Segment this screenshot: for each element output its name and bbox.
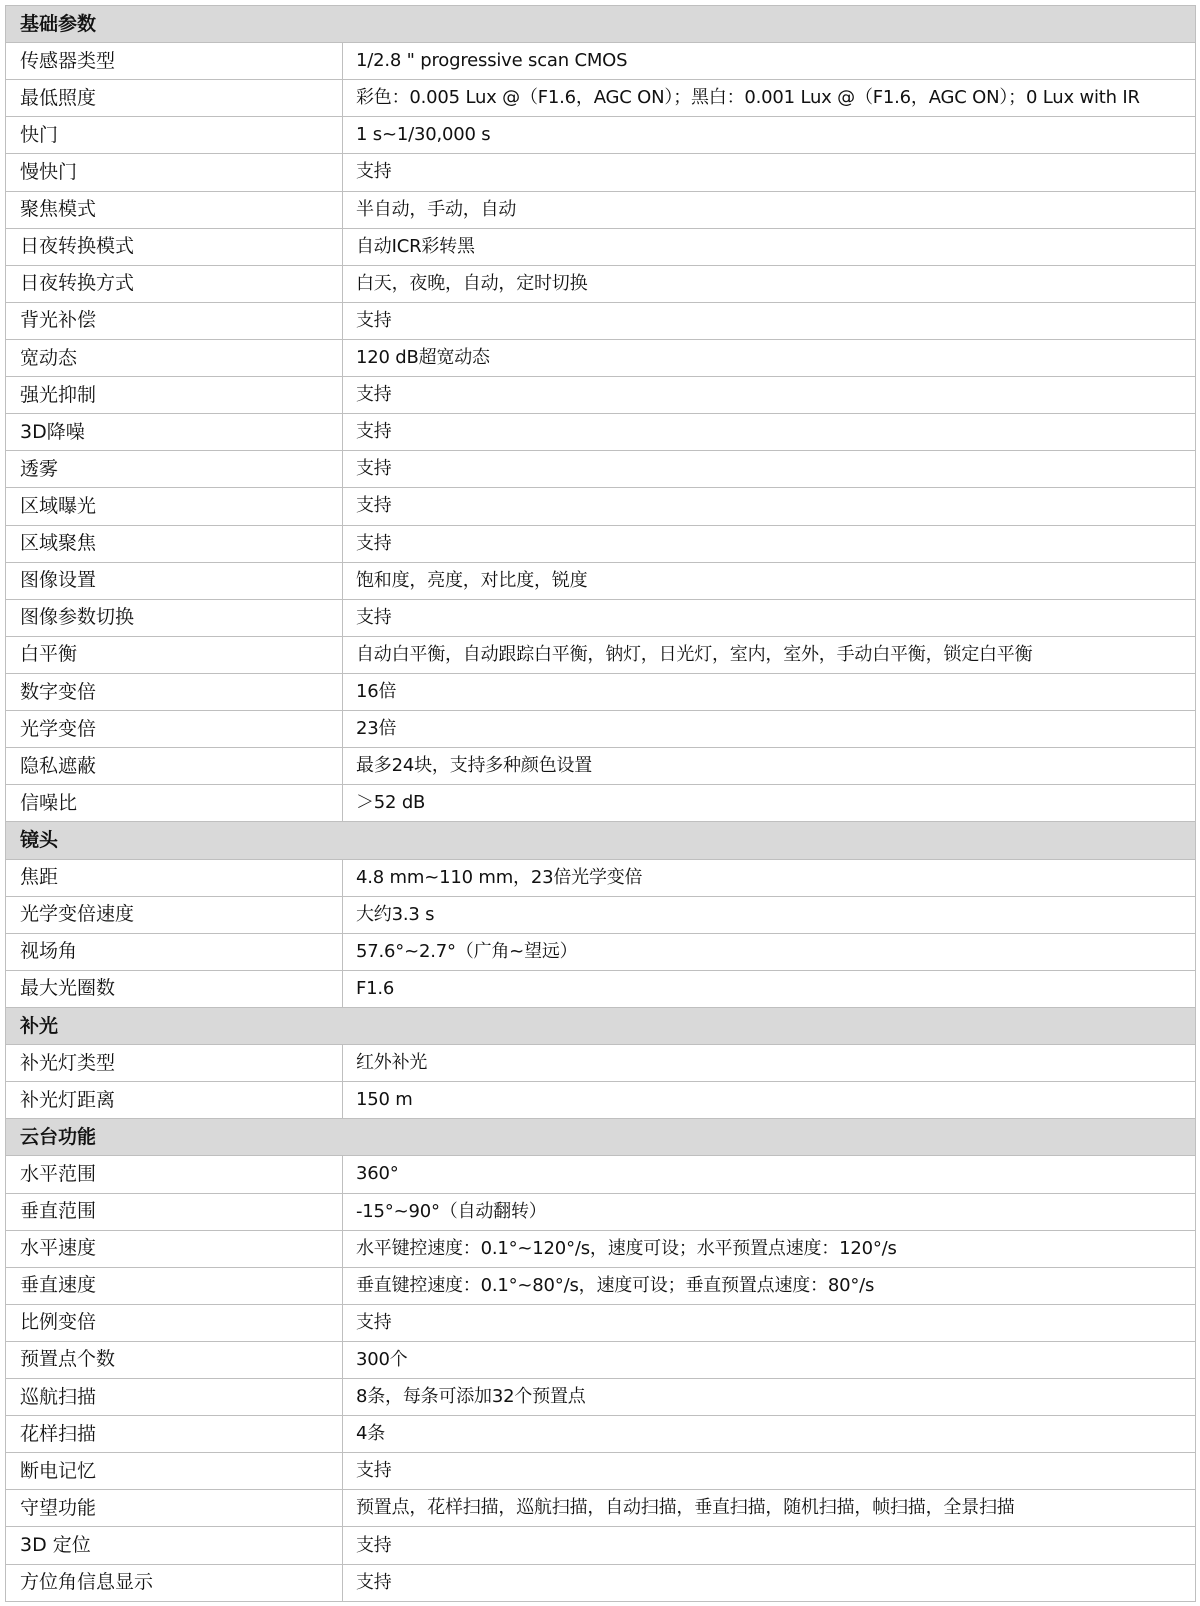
spec-label: 花样扫描 (6, 1416, 343, 1453)
spec-row (6, 525, 1196, 562)
spec-row (6, 1156, 1196, 1193)
spec-value: 自动ICR彩转黑 (343, 228, 1196, 265)
spec-label: 白平衡 (6, 636, 343, 673)
spec-value: 预置点，花样扫描，巡航扫描，自动扫描，垂直扫描，随机扫描，帧扫描，全景扫描 (343, 1490, 1196, 1527)
spec-row (6, 1564, 1196, 1601)
spec-value: 饱和度，亮度，对比度，锐度 (343, 562, 1196, 599)
spec-row (6, 1304, 1196, 1341)
spec-row (6, 748, 1196, 785)
spec-label: 透雾 (6, 451, 343, 488)
spec-row (6, 265, 1196, 302)
spec-value: 57.6°~2.7°（广角~望远） (343, 933, 1196, 970)
spec-row (6, 1379, 1196, 1416)
spec-row (6, 711, 1196, 748)
spec-value: 支持 (343, 377, 1196, 414)
spec-label: 快门 (6, 117, 343, 154)
spec-label: 预置点个数 (6, 1341, 343, 1378)
spec-value: 支持 (343, 599, 1196, 636)
section-header-row (6, 1119, 1196, 1156)
spec-row (6, 488, 1196, 525)
section-header-row (6, 822, 1196, 859)
spec-row (6, 1230, 1196, 1267)
spec-row (6, 599, 1196, 636)
spec-label: 垂直速度 (6, 1267, 343, 1304)
spec-row (6, 377, 1196, 414)
spec-row (6, 1045, 1196, 1082)
section-title: 基础参数 (6, 6, 1196, 43)
spec-label: 3D降噪 (6, 414, 343, 451)
spec-row (6, 896, 1196, 933)
spec-label: 数字变倍 (6, 673, 343, 710)
spec-value: 300个 (343, 1341, 1196, 1378)
spec-value: 支持 (343, 1527, 1196, 1564)
spec-label: 巡航扫描 (6, 1379, 343, 1416)
spec-label: 水平范围 (6, 1156, 343, 1193)
spec-label: 视场角 (6, 933, 343, 970)
spec-value: 彩色：0.005 Lux @（F1.6，AGC ON）；黑白：0.001 Lux @（F1.6，AGC ON）；0 Lux with IR (343, 80, 1196, 117)
spec-label: 断电记忆 (6, 1453, 343, 1490)
spec-value: 白天，夜晚，自动，定时切换 (343, 265, 1196, 302)
spec-value: 8条，每条可添加32个预置点 (343, 1379, 1196, 1416)
spec-label: 比例变倍 (6, 1304, 343, 1341)
spec-value: 红外补光 (343, 1045, 1196, 1082)
spec-row (6, 1416, 1196, 1453)
spec-value: 最多24块，支持多种颜色设置 (343, 748, 1196, 785)
spec-value: 支持 (343, 414, 1196, 451)
spec-value: 150 m (343, 1082, 1196, 1119)
spec-label: 图像参数切换 (6, 599, 343, 636)
spec-row (6, 1193, 1196, 1230)
spec-value: 支持 (343, 1304, 1196, 1341)
spec-row (6, 1453, 1196, 1490)
spec-label: 方位角信息显示 (6, 1564, 343, 1601)
spec-row (6, 191, 1196, 228)
spec-label: 隐私遮蔽 (6, 748, 343, 785)
spec-label: 光学变倍 (6, 711, 343, 748)
spec-row (6, 451, 1196, 488)
spec-label: 焦距 (6, 859, 343, 896)
spec-value: 半自动，手动，自动 (343, 191, 1196, 228)
spec-row (6, 1527, 1196, 1564)
spec-value: 支持 (343, 302, 1196, 339)
spec-label: 传感器类型 (6, 43, 343, 80)
spec-label: 垂直范围 (6, 1193, 343, 1230)
spec-row (6, 302, 1196, 339)
spec-value: ＞52 dB (343, 785, 1196, 822)
spec-label: 信噪比 (6, 785, 343, 822)
spec-row (6, 970, 1196, 1007)
spec-row (6, 414, 1196, 451)
spec-label: 3D 定位 (6, 1527, 343, 1564)
spec-label: 强光抑制 (6, 377, 343, 414)
spec-row (6, 562, 1196, 599)
spec-value: 支持 (343, 1453, 1196, 1490)
spec-row (6, 636, 1196, 673)
spec-value: 支持 (343, 154, 1196, 191)
spec-row (6, 673, 1196, 710)
spec-row (6, 1490, 1196, 1527)
spec-value: 大约3.3 s (343, 896, 1196, 933)
section-title: 云台功能 (6, 1119, 1196, 1156)
spec-row (6, 80, 1196, 117)
spec-value: 支持 (343, 451, 1196, 488)
section-header-row (6, 6, 1196, 43)
spec-row (6, 1341, 1196, 1378)
spec-table (5, 5, 1196, 1602)
spec-row (6, 1267, 1196, 1304)
spec-label: 补光灯类型 (6, 1045, 343, 1082)
spec-row (6, 785, 1196, 822)
spec-row (6, 154, 1196, 191)
spec-label: 最低照度 (6, 80, 343, 117)
spec-value: 16倍 (343, 673, 1196, 710)
spec-label: 图像设置 (6, 562, 343, 599)
spec-value: 360° (343, 1156, 1196, 1193)
spec-value: 自动白平衡，自动跟踪白平衡，钠灯，日光灯，室内，室外，手动白平衡，锁定白平衡 (343, 636, 1196, 673)
spec-value: 4条 (343, 1416, 1196, 1453)
spec-label: 宽动态 (6, 339, 343, 376)
spec-label: 聚焦模式 (6, 191, 343, 228)
spec-label: 补光灯距离 (6, 1082, 343, 1119)
spec-value: 支持 (343, 1564, 1196, 1601)
spec-value: F1.6 (343, 970, 1196, 1007)
spec-value: 支持 (343, 488, 1196, 525)
spec-label: 日夜转换方式 (6, 265, 343, 302)
spec-row (6, 339, 1196, 376)
spec-label: 光学变倍速度 (6, 896, 343, 933)
spec-label: 水平速度 (6, 1230, 343, 1267)
spec-value: 4.8 mm~110 mm，23倍光学变倍 (343, 859, 1196, 896)
spec-value: -15°~90°（自动翻转） (343, 1193, 1196, 1230)
spec-row (6, 933, 1196, 970)
spec-label: 慢快门 (6, 154, 343, 191)
spec-label: 背光补偿 (6, 302, 343, 339)
spec-value: 1/2.8 " progressive scan CMOS (343, 43, 1196, 80)
spec-row (6, 228, 1196, 265)
section-title: 镜头 (6, 822, 1196, 859)
spec-value: 120 dB超宽动态 (343, 339, 1196, 376)
spec-value: 垂直键控速度：0.1°~80°/s，速度可设；垂直预置点速度：80°/s (343, 1267, 1196, 1304)
spec-row (6, 43, 1196, 80)
spec-label: 日夜转换模式 (6, 228, 343, 265)
spec-value: 水平键控速度：0.1°~120°/s，速度可设；水平预置点速度：120°/s (343, 1230, 1196, 1267)
spec-value: 支持 (343, 525, 1196, 562)
spec-label: 最大光圈数 (6, 970, 343, 1007)
spec-label: 区域聚焦 (6, 525, 343, 562)
spec-row (6, 1082, 1196, 1119)
spec-value: 1 s~1/30,000 s (343, 117, 1196, 154)
spec-row (6, 117, 1196, 154)
spec-label: 守望功能 (6, 1490, 343, 1527)
spec-label: 区域曝光 (6, 488, 343, 525)
section-header-row (6, 1007, 1196, 1044)
spec-value: 23倍 (343, 711, 1196, 748)
section-title: 补光 (6, 1007, 1196, 1044)
spec-row (6, 859, 1196, 896)
